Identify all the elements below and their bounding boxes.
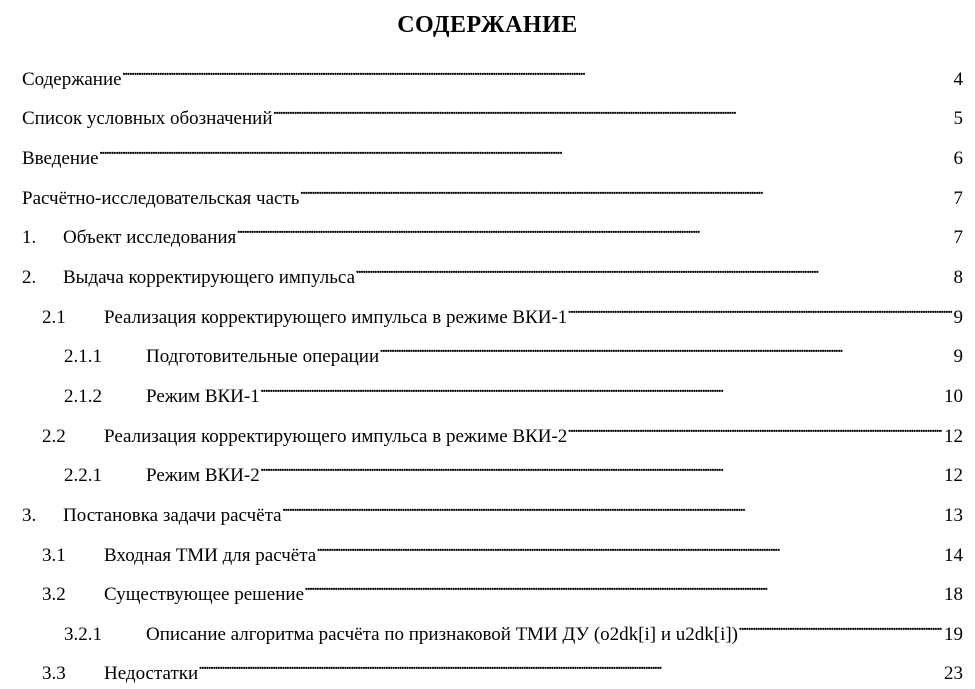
toc-entry-label: Содержание (22, 69, 122, 90)
toc-page-number: 12 (944, 465, 963, 486)
page-title: СОДЕРЖАНИЕ (397, 12, 578, 38)
toc-entry-number: 2.1.1 (64, 346, 102, 367)
toc-entry-2-1-1[interactable] (64, 332, 963, 367)
toc-entry-2-1-2[interactable] (64, 372, 963, 407)
toc-entry-label: Реализация корректирующего импульса в режиме ВКИ-1 (104, 307, 568, 328)
toc-dot-leader (236, 213, 951, 243)
toc-entry-number: 3.2 (42, 584, 66, 605)
toc-entry-spisok[interactable] (22, 94, 963, 129)
toc-dot-leader (316, 531, 942, 561)
toc-entry-vvedenie[interactable] (22, 134, 963, 169)
toc-page-number: 18 (944, 584, 963, 605)
toc-entry-label: Список условных обозначений (22, 108, 273, 129)
toc-entry-number: 3.3 (42, 663, 66, 684)
toc-dot-leader (379, 332, 951, 362)
toc-page-number: 9 (953, 307, 963, 328)
toc-entry-2-1[interactable] (42, 293, 963, 328)
toc-dot-leader (355, 253, 951, 283)
toc-dot-leader (738, 610, 942, 640)
toc-entry-label: Недостатки (104, 663, 199, 684)
toc-entry-raschetno[interactable] (22, 174, 963, 209)
toc-dot-leader (99, 134, 952, 164)
toc-entry-3-1[interactable] (42, 531, 963, 566)
toc-page-number: 6 (953, 148, 963, 169)
toc-entry-3-3[interactable] (42, 649, 963, 684)
toc-dot-leader (304, 570, 942, 600)
toc-entry-number: 2.1.2 (64, 386, 102, 407)
toc-entry-label: Режим ВКИ-2 (146, 465, 260, 486)
toc-entry-number: 1. (22, 227, 37, 248)
toc-entry-label: Введение (22, 148, 99, 169)
toc-entry-label: Реализация корректирующего импульса в режиме ВКИ-2 (104, 426, 568, 447)
toc-page-number: 7 (953, 188, 963, 209)
toc-entry-label: Режим ВКИ-1 (146, 386, 260, 407)
toc-entry-label: Постановка задачи расчёта (63, 505, 282, 526)
toc-page-number: 23 (944, 663, 963, 684)
toc-page-number: 12 (944, 426, 963, 447)
toc-entry-number: 2. (22, 267, 37, 288)
toc-entry-number: 2.1 (42, 307, 66, 328)
toc-entry-number: 3.1 (42, 545, 66, 566)
toc-dot-leader (198, 649, 942, 679)
toc-entry-label: Подготовительные операции (146, 346, 380, 367)
toc-dot-leader (260, 451, 942, 481)
toc-entry-2-2[interactable] (42, 412, 963, 447)
toc-dot-leader (260, 372, 942, 402)
toc-entry-3-2-1[interactable] (64, 610, 963, 645)
toc-page-number: 5 (953, 108, 963, 129)
toc-dot-leader (122, 55, 952, 85)
toc-entry-number: 3.2.1 (64, 624, 102, 645)
toc-page-number: 9 (953, 346, 963, 367)
toc-page-number: 14 (944, 545, 963, 566)
toc-dot-leader (299, 174, 951, 204)
toc-entry-label: Существующее решение (104, 584, 305, 605)
toc-page-number: 7 (953, 227, 963, 248)
toc-dot-leader (273, 94, 952, 124)
toc-entry-3-2[interactable] (42, 570, 963, 605)
toc-entry-2[interactable] (22, 253, 963, 288)
toc-entry-label: Выдача корректирующего импульса (63, 267, 356, 288)
toc-entry-number: 2.2.1 (64, 465, 102, 486)
toc-entry-label: Входная ТМИ для расчёта (104, 545, 317, 566)
toc-page-number: 13 (944, 505, 963, 526)
toc-entry-1[interactable] (22, 213, 963, 248)
toc-page-number: 19 (944, 624, 963, 645)
toc-entry-2-2-1[interactable] (64, 451, 963, 486)
toc-entry-label: Расчётно-исследовательская часть (22, 188, 300, 209)
toc-entry-label: Объект исследования (63, 227, 237, 248)
toc-dot-leader (567, 293, 951, 323)
toc-dot-leader (567, 412, 942, 442)
toc-dot-leader (282, 491, 942, 521)
toc-entry-label: Описание алгоритма расчёта по признаковой ТМИ ДУ (o2dk[i] и u2dk[i]) (146, 624, 739, 645)
toc-entry-number: 3. (22, 505, 37, 526)
toc-page-number: 8 (953, 267, 963, 288)
toc-entry-3[interactable] (22, 491, 963, 526)
toc-entry-number: 2.2 (42, 426, 66, 447)
toc-page-number: 10 (944, 386, 963, 407)
toc-entry-soderzhanie[interactable] (22, 55, 963, 90)
toc-page-number: 4 (953, 69, 963, 90)
